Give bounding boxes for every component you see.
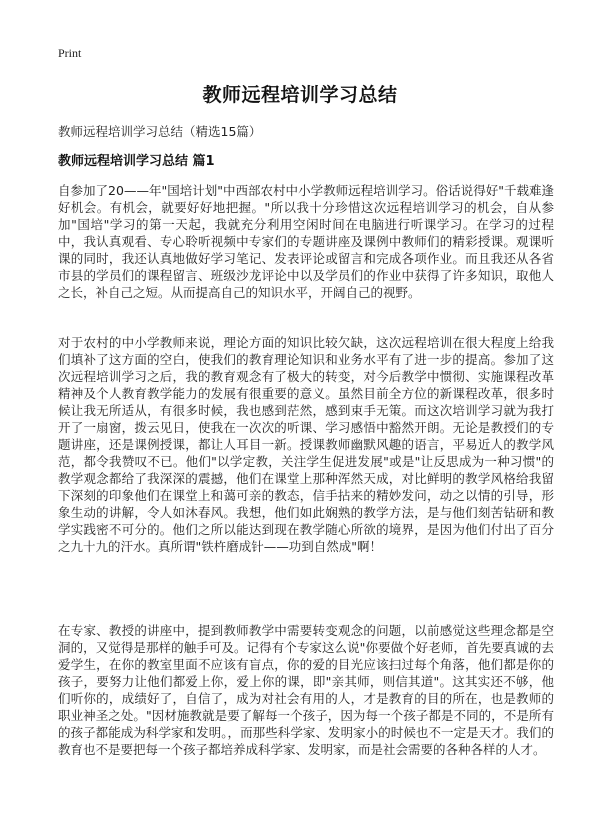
paragraph-1: 自参加了20——年"国培计划"中西部农村中小学教师远程培训学习。俗话说得好"千载难逢好机会。有机会，就要好好地把握。"所以我十分珍惜这次远程培训学习的机会，自从参加"国培"学习的第一天起，我就充分利用空闲时间在电脑进行听课学习。在学习的过程中，我认真观看、专心聆听视频中专家们的专题讲座及课例中教师们的精彩授课。观课听课的同时，我还认真地做好学习笔记、发表评论或留言和完成各项作业。而且我还从各省市县的学员们的课程留言、班级沙龙评论中以及学员们的作业中获得了许多知识，取他人之长，补自己之短。从而提高自己的知识水平，开阔自己的视野。 bbox=[58, 183, 554, 300]
print-label: Print bbox=[58, 46, 82, 60]
paragraph-2: 对于农村的中小学教师来说，理论方面的知识比较欠缺，这次远程培训在很大程度上给我们填补了这方面的空白，使我们的教育理论知识和业务水平有了进一步的提高。参加了这次远程培训学习之后，我的教育观念有了极大的转变，对今后教学中惯彻、实施课程改革精神及个人教育教学能力的发展有很重要的意义。虽然目前全方位的新课程改革，很多时候让我无所适从，有很多时候，我也感到茫然，感到束手无策。而这次培训学习就为我打开了一扇窗，拨云见日，使我在一次次的听课、学习感悟中豁然开朗。无论是教授们的专题讲座，还是课例授课，都让人耳目一新。授课教师幽默风趣的语言，平易近人的教学风范，都令我赞叹不已。他们"以学定教，关注学生促进发展"或是"让反思成为一种习惯"的教学观念都给了我深深的震撼，他们在课堂上那种浑然天成，对比鲜明的教学风格给我留下深刻的印象他们在课堂上和蔼可亲的教态，信手拈来的精妙发问，动之以情的引导，形象生动的讲解，令人如沐春风。我想，他们如此娴熟的教学方法，是与他们刻苦钻研和教学实践密不可分的。他们之所以能达到现在教学随心所欲的境界，是因为他们付出了百分之九十九的汗水。真所谓"铁杵磨成针——功到自然成"啊！ bbox=[58, 335, 554, 554]
document-title: 教师远程培训学习总结 bbox=[202, 84, 398, 106]
paragraph-3: 在专家、教授的讲座中，提到教师教学中需要转变观念的问题，以前感觉这些理念都是空洞的，又觉得是那样的触手可及。记得有个专家这么说"你要做个好老师，首先要真诚的去爱学生，在你的教室里面不应该有盲点，你的爱的目光应该扫过每个角落，他们都是你的孩子，要努力让他们都爱上你，爱上你的课，即"亲其师，则信其道"。这其实还不够，他们听你的，成绩好了，自信了，成为对社会有用的人，才是教育的目的所在，也是教师的职业神圣之处。"因材施教就是要了解每一个孩子，因为每一个孩子都是不同的，不是所有的孩子都能成为科学家和发明。，而那些科学家、发明家小的时候也不一定是天才。我们的教育也不是要把每一个孩子都培养成科学家、发明家，而是社会需要的各种各样的人才。 bbox=[58, 623, 554, 757]
section-heading: 教师远程培训学习总结 篇1 bbox=[58, 154, 215, 169]
document-subtitle: 教师远程培训学习总结（精选15篇） bbox=[58, 124, 262, 139]
